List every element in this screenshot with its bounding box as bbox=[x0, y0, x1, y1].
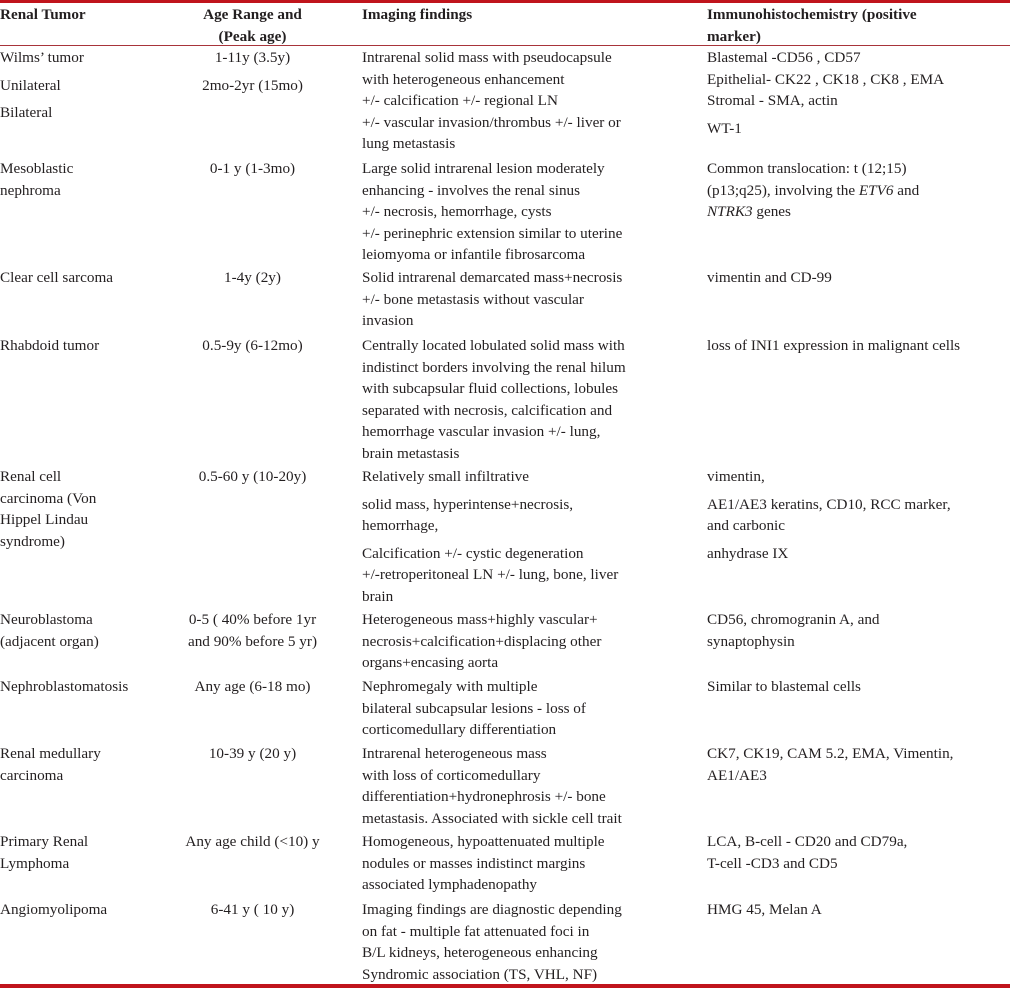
cell-age bbox=[160, 335, 345, 357]
cell-age bbox=[160, 466, 345, 488]
cell-line: +/-retroperitoneal LN +/- lung, bone, liver bbox=[362, 566, 619, 583]
cell-line: Calcification +/- cystic degeneration bbox=[362, 544, 584, 562]
cell-age bbox=[160, 676, 345, 698]
cell-line: +/- bone metastasis without vascular bbox=[362, 290, 584, 308]
header-text: marker) bbox=[707, 27, 761, 45]
cell-ihc bbox=[707, 609, 880, 652]
cell-ihc bbox=[707, 831, 907, 874]
cell-line: LCA, B-cell - CD20 and CD79a, bbox=[707, 833, 908, 850]
text-run: and bbox=[893, 181, 920, 199]
cell-age bbox=[160, 743, 345, 765]
cell-line: corticomedullary differentiation bbox=[362, 721, 557, 738]
cell-line: Renal medullary bbox=[0, 745, 101, 762]
cell-line: on fat - multiple fat attenuated foci in bbox=[362, 922, 590, 940]
cell-ihc bbox=[707, 676, 861, 698]
cell-ihc bbox=[707, 158, 919, 223]
cell-line: +/- perinephric extension similar to uterine bbox=[362, 224, 623, 242]
cell-line: B/L kidneys, heterogeneous enhancing bbox=[362, 944, 598, 961]
cell-line: lung metastasis bbox=[362, 135, 456, 152]
cell-imaging bbox=[362, 158, 622, 266]
cell-age bbox=[160, 899, 345, 921]
text-run: genes bbox=[752, 203, 791, 220]
cell-age bbox=[160, 47, 345, 96]
cell-line: loss of INI1 expression in malignant cells bbox=[707, 337, 961, 354]
cell-line: 1-11y (3.5y) bbox=[214, 49, 291, 66]
cell-line: 1-4y (2y) bbox=[224, 269, 281, 286]
cell-imaging bbox=[362, 466, 618, 607]
cell-line: indistinct borders involving the renal hilum bbox=[362, 358, 626, 376]
cell-line: AE1/AE3 bbox=[707, 766, 767, 784]
cell-line: solid mass, hyperintense+necrosis, bbox=[362, 495, 574, 513]
cell-line: Intrarenal solid mass with pseudocapsule bbox=[362, 49, 612, 66]
header-renal-tumor bbox=[0, 4, 86, 26]
cell-line: Stromal - SMA, actin bbox=[707, 92, 838, 109]
header-text: Immunohistochemistry (positive bbox=[707, 6, 917, 23]
cell-tumor bbox=[0, 158, 73, 201]
cell-tumor bbox=[0, 609, 99, 652]
cell-imaging bbox=[362, 267, 622, 332]
cell-line: brain metastasis bbox=[362, 444, 460, 462]
header-text: Renal Tumor bbox=[0, 6, 86, 23]
cell-line: CD56, chromogranin A, and bbox=[707, 611, 880, 628]
cell-line: Unilateral bbox=[0, 76, 61, 94]
cell-line: 0.5-60 y (10-20y) bbox=[198, 468, 307, 485]
header-text: Imaging findings bbox=[362, 6, 473, 23]
cell-line: Lymphoma bbox=[0, 854, 70, 872]
cell-line: hemorrhage, bbox=[362, 517, 439, 534]
gene-name: ETV6 bbox=[858, 181, 894, 199]
cell-line: Blastemal -CD56 , CD57 bbox=[707, 49, 861, 66]
cell-line: Any age (6-18 mo) bbox=[194, 678, 311, 695]
cell-line: +/- vascular invasion/thrombus +/- liver or bbox=[362, 113, 621, 131]
cell-ihc bbox=[707, 267, 832, 289]
cell-line: invasion bbox=[362, 312, 414, 329]
cell-tumor bbox=[0, 267, 113, 289]
cell-line: vimentin and CD-99 bbox=[707, 269, 832, 286]
cell-line: carcinoma bbox=[0, 766, 64, 784]
cell-line: Centrally located lobulated solid mass with bbox=[362, 337, 625, 354]
table-top-rule bbox=[0, 0, 1010, 3]
cell-line: Similar to blastemal cells bbox=[707, 678, 861, 695]
header-text: (Peak age) bbox=[218, 27, 287, 45]
cell-ihc bbox=[707, 466, 951, 564]
cell-line: leiomyoma or infantile fibrosarcoma bbox=[362, 246, 586, 263]
cell-line: AE1/AE3 keratins, CD10, RCC marker, bbox=[707, 495, 951, 513]
cell-tumor bbox=[0, 743, 101, 786]
cell-tumor bbox=[0, 47, 84, 124]
cell-line: Primary Renal bbox=[0, 833, 89, 850]
cell-line: Syndromic association (TS, VHL, NF) bbox=[362, 965, 598, 983]
cell-imaging bbox=[362, 335, 626, 464]
cell-line: Clear cell sarcoma bbox=[0, 269, 114, 286]
cell-line: 0-5 ( 40% before 1yr bbox=[188, 611, 317, 628]
cell-line: with subcapsular fluid collections, lobules bbox=[362, 380, 619, 397]
cell-line: vimentin, bbox=[707, 468, 765, 485]
cell-imaging bbox=[362, 47, 621, 155]
cell-line: organs+encasing aorta bbox=[362, 654, 499, 671]
cell-ihc bbox=[707, 899, 822, 921]
cell-line: 2mo-2yr (15mo) bbox=[202, 76, 303, 94]
text-run: (p13;q25), involving the bbox=[707, 181, 859, 199]
cell-line: carcinoma (Von bbox=[0, 489, 97, 507]
cell-line: Epithelial- CK22 , CK18 , CK8 , EMA bbox=[707, 70, 945, 88]
cell-imaging bbox=[362, 743, 622, 829]
cell-line: CK7, CK19, CAM 5.2, EMA, Vimentin, bbox=[707, 745, 954, 762]
cell-line: separated with necrosis, calcification and bbox=[362, 401, 613, 419]
cell-age bbox=[160, 609, 345, 652]
cell-line: 6-41 y ( 10 y) bbox=[210, 901, 295, 918]
cell-tumor bbox=[0, 831, 88, 874]
cell-tumor bbox=[0, 335, 99, 357]
cell-line: Bilateral bbox=[0, 104, 53, 121]
cell-line: enhancing - involves the renal sinus bbox=[362, 181, 581, 199]
cell-tumor bbox=[0, 466, 96, 552]
gene-name: NTRK3 bbox=[707, 203, 753, 220]
header-immunohistochemistry bbox=[707, 4, 917, 47]
cell-line: Intrarenal heterogeneous mass bbox=[362, 745, 547, 762]
cell-line: Heterogeneous mass+highly vascular+ bbox=[362, 611, 598, 628]
cell-line: WT-1 bbox=[707, 119, 742, 137]
cell-line: 10-39 y (20 y) bbox=[208, 745, 297, 762]
cell-line: +/- necrosis, hemorrhage, cysts bbox=[362, 203, 552, 220]
cell-line: T-cell -CD3 and CD5 bbox=[707, 854, 838, 872]
header-age-range bbox=[160, 4, 345, 47]
cell-ihc bbox=[707, 47, 944, 139]
cell-line: Common translocation: t (12;15) bbox=[707, 160, 907, 177]
cell-age bbox=[160, 267, 345, 289]
cell-line bbox=[707, 180, 919, 202]
cell-line: HMG 45, Melan A bbox=[707, 901, 822, 918]
cell-line: 0.5-9y (6-12mo) bbox=[202, 337, 303, 354]
cell-ihc bbox=[707, 743, 953, 786]
cell-imaging bbox=[362, 609, 601, 674]
cell-imaging bbox=[362, 899, 622, 985]
cell-line: Rhabdoid tumor bbox=[0, 337, 100, 354]
cell-line: anhydrase IX bbox=[707, 544, 789, 562]
cell-ihc bbox=[707, 335, 960, 357]
cell-line: Relatively small infiltrative bbox=[362, 468, 530, 485]
cell-line: Large solid intrarenal lesion moderately bbox=[362, 160, 605, 177]
cell-line: Mesoblastic bbox=[0, 160, 74, 177]
cell-line: +/- calcification +/- regional LN bbox=[362, 92, 558, 109]
cell-line: and carbonic bbox=[707, 517, 786, 534]
cell-line: bilateral subcapsular lesions - loss of bbox=[362, 699, 586, 717]
cell-line: brain bbox=[362, 587, 394, 605]
cell-line: associated lymphadenopathy bbox=[362, 876, 538, 893]
cell-line: (adjacent organ) bbox=[0, 632, 99, 650]
cell-age bbox=[160, 831, 345, 853]
cell-line: Nephroblastomatosis bbox=[0, 678, 129, 695]
cell-line: 0-1 y (1-3mo) bbox=[209, 160, 296, 177]
cell-tumor bbox=[0, 676, 128, 698]
cell-line: Renal cell bbox=[0, 468, 62, 485]
cell-line: Any age child (<10) y bbox=[185, 833, 320, 850]
cell-line: differentiation+hydronephrosis +/- bone bbox=[362, 788, 606, 805]
header-imaging-findings bbox=[362, 4, 472, 26]
cell-line: syndrome) bbox=[0, 532, 65, 550]
cell-line: metastasis. Associated with sickle cell trait bbox=[362, 809, 622, 827]
cell-line: nephroma bbox=[0, 181, 61, 199]
cell-tumor bbox=[0, 899, 107, 921]
cell-age bbox=[160, 158, 345, 180]
cell-line: Imaging findings are diagnostic depending bbox=[362, 901, 622, 918]
cell-line: Homogeneous, hypoattenuated multiple bbox=[362, 833, 605, 850]
cell-line: with heterogeneous enhancement bbox=[362, 70, 565, 88]
cell-line: Solid intrarenal demarcated mass+necrosis bbox=[362, 269, 623, 286]
cell-line: synaptophysin bbox=[707, 632, 795, 650]
cell-line: nodules or masses indistinct margins bbox=[362, 854, 586, 872]
cell-line: hemorrhage vascular invasion +/- lung, bbox=[362, 423, 601, 440]
cell-line: with loss of corticomedullary bbox=[362, 766, 541, 784]
cell-line: necrosis+calcification+displacing other bbox=[362, 632, 602, 650]
cell-line: Angiomyolipoma bbox=[0, 901, 108, 918]
cell-line: Neuroblastoma bbox=[0, 611, 93, 628]
cell-line: Hippel Lindau bbox=[0, 511, 89, 528]
cell-imaging bbox=[362, 831, 605, 896]
header-text: Age Range and bbox=[203, 6, 302, 23]
cell-line: Nephromegaly with multiple bbox=[362, 678, 538, 695]
cell-line: Wilms’ tumor bbox=[0, 49, 84, 66]
cell-imaging bbox=[362, 676, 586, 741]
cell-line bbox=[707, 201, 919, 223]
cell-line: and 90% before 5 yr) bbox=[187, 632, 318, 650]
